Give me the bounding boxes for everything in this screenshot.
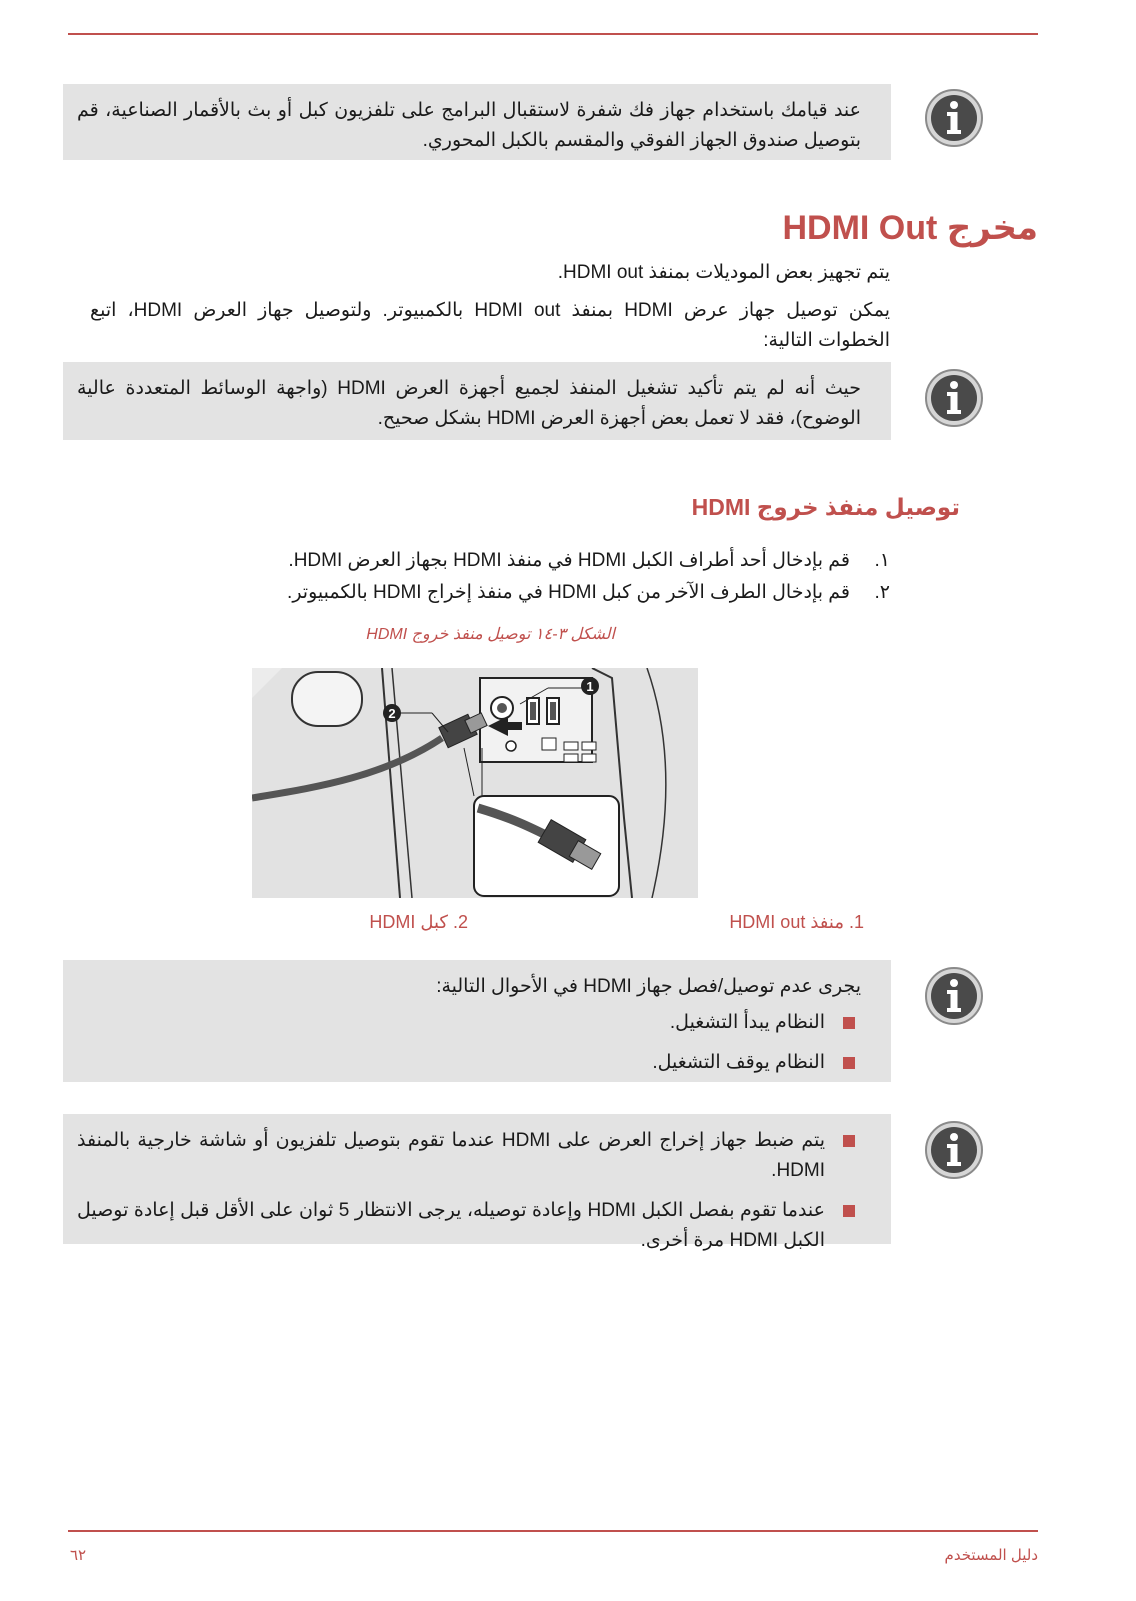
- intro-text: يتم تجهيز بعض الموديلات بمنفذ HDMI out.: [557, 262, 890, 283]
- hdmi-connection-figure: [252, 668, 698, 898]
- step-number: ٢.: [874, 582, 890, 603]
- bullet-list: [77, 1126, 861, 1256]
- bottom-rule: [68, 1530, 1038, 1532]
- intro-text-2: يمكن توصيل جهاز عرض HDMI بمنفذ HDMI out بالكمبيوتر. ولتوصيل جهاز العرض HDMI، اتبع الخطوات التالية:: [90, 300, 890, 351]
- note-text: حيث أنه لم يتم تأكيد تشغيل المنفذ لجميع أجهزة العرض HDMI (واجهة الوسائط المتعددة عالية الوضوح)، فقد لا تعمل بعض أجهزة العرض HDMI بشكل صحيح.: [77, 378, 862, 429]
- step-number: ١.: [874, 550, 890, 571]
- bullet-item: يتم ضبط جهاز إخراج العرض على HDMI عندما تقوم بتوصيل تلفزيون أو شاشة خارجية بالمنفذ HDMI.: [77, 1126, 861, 1186]
- note-text: عند قيامك باستخدام جهاز فك شفرة لاستقبال البرامج على تلفزيون كبل أو بث بالأقمار الصناعية، قم بتوصيل صندوق الجهاز الفوقي والمقسم بالكبل المحوري.: [77, 100, 861, 151]
- page-number: ٦٢: [70, 1547, 87, 1564]
- info-icon: [924, 1120, 984, 1180]
- bullet-item: النظام يبدأ التشغيل.: [77, 1008, 861, 1038]
- figure-caption: الشكل ٣-١٤ توصيل منفذ خروج HDMI: [366, 626, 615, 643]
- info-icon: [924, 966, 984, 1026]
- callout-label: 2: [388, 706, 396, 721]
- info-icon: [924, 368, 984, 428]
- step-text: قم بإدخال أحد أطراف الكبل HDMI في منفذ HDMI بجهاز العرض HDMI.: [288, 550, 850, 571]
- note-box-output-setting: [63, 1114, 891, 1251]
- bullet-item: النظام يوقف التشغيل.: [77, 1048, 861, 1078]
- note-text: يجرى عدم توصيل/فصل جهاز HDMI في الأحوال التالية:: [436, 976, 861, 997]
- subsection-title: توصيل منفذ خروج HDMI: [691, 494, 960, 520]
- top-rule: [68, 33, 1038, 35]
- callout-label: 1: [586, 679, 594, 694]
- legend-item-2: 2. كبل HDMI: [369, 912, 468, 932]
- bullet-item: عندما تقوم بفصل الكبل HDMI وإعادة توصيله، يرجى الانتظار 5 ثوان على الأقل قبل إعادة توصيل الكبل HDMI مرة أخرى.: [77, 1196, 861, 1256]
- note-box-decoder: [63, 84, 891, 160]
- footer-title: دليل المستخدم: [944, 1547, 1038, 1564]
- section-title: مخرج HDMI Out: [782, 209, 1038, 247]
- step-1: [288, 546, 890, 576]
- info-icon: [924, 88, 984, 148]
- step-2: [287, 578, 890, 608]
- note-box-compatibility: [63, 362, 891, 440]
- note-box-connect-timing: [63, 960, 891, 1082]
- bullet-list: [77, 1008, 861, 1078]
- legend-item-1: 1. منفذ HDMI out: [729, 912, 864, 932]
- step-text: قم بإدخال الطرف الآخر من كبل HDMI في منفذ إخراج HDMI بالكمبيوتر.: [287, 582, 850, 603]
